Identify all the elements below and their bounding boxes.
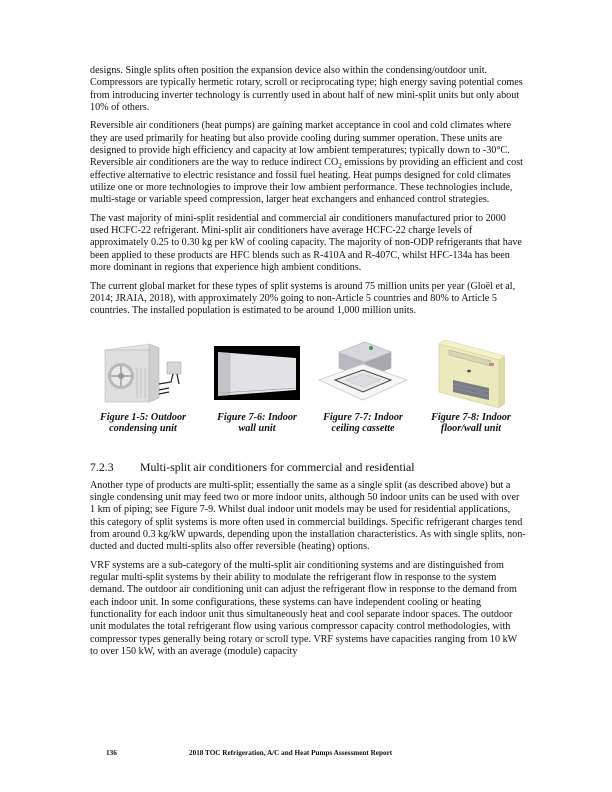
paragraph-multi-split: Another type of products are multi-split; essentially the same as a single split (as described above) but a single condensing unit may feed two or more indoor units, although 50 indoor units can be used with over 1 km of piping; see Figure 7-9. Whilst dual indoor unit models may be used for residential applications, this category of split systems is more often used in commercial buildings. Specific refrigerant charges tend from around 0.3 kg/kW upwards, depending upon the installation characteristics. As with single splits, non-ducted and ducted multi-splits also offer reversible (heating) options. [90, 479, 526, 553]
figure-caption: Figure 7-8: Indoor floor/wall unit [431, 411, 511, 435]
figure-outdoor-condensing-unit [88, 338, 198, 436]
section-heading [90, 460, 526, 474]
section-number: 7.2.3 [90, 459, 114, 474]
figure-indoor-floor-wall-unit [416, 338, 526, 436]
figure-caption: Figure 7-6: Indoor wall unit [217, 411, 297, 435]
section-title: Multi-split air conditioners for commercial and residential [140, 459, 415, 474]
paragraph-global-market: The current global market for these types of split systems is around 75 million units per year (Gloël et al, 2014; JRAIA, 2018), with approximately 20% going to non-Article 5 countries and 80% to Article 5 countries. The installed population is estimated to be around 1,000 million units. [90, 280, 516, 317]
outdoor-condensing-unit-image [99, 338, 187, 408]
indoor-ceiling-cassette-image [315, 338, 411, 408]
indoor-wall-unit-image [212, 338, 302, 408]
figure-caption: Figure 1-5: Outdoor condensing unit [99, 411, 187, 435]
page-number: 136 [106, 749, 117, 757]
page-body [90, 65, 526, 664]
figure-indoor-wall-unit [202, 338, 312, 436]
report-title: 2018 TOC Refrigeration, A/C and Heat Pumps Assessment Report [189, 749, 393, 757]
indoor-floor-wall-unit-image [431, 338, 511, 408]
paragraph-reversible-ac: Reversible air conditioners (heat pumps) are gaining market acceptance in cool and cold climates where they are used primarily for heating but also provide cooling during summer operation. These units are designed to provide high efficiency and capacity at low ambient temperatures; typically down to -30°C. Reversible air conditioners are the way to reduce indirect $CO_2$ emissions by providing an efficient and cost effective alternative to electric resistance and fossil fuel heating. Heat pumps designed for cold climates utilize one or more technologies to improve their low ambient performance. These technologies include, multi-stage or variable speed compression, larger heat exchangers and enhanced control strategies. [90, 120, 523, 206]
paragraph-refrigerants: The vast majority of mini-split residential and commercial air conditioners manufactured prior to 2000 used HCFC-22 refrigerant. Mini-split air conditioners have average HCFC-22 charge levels of approximately 0.25 to 0.30 kg per kW of cooling capacity. The majority of non-ODP refrigerants that have been applied to these products are HFC blends such as R-410A and R-407C, whilst HFC-134a has been more dominant in regions that experience high ambient conditions. [90, 212, 522, 274]
paragraph-split-designs: designs. Single splits often position the expansion device also within the condensing/outdoor unit. Compressors are typically hermetic rotary, scroll or reciprocating type; high energy saving potential comes from introducing inverter technology is currently used in about half of new mini-split units but only about 10% of others. [90, 65, 523, 114]
figure-indoor-ceiling-cassette [308, 338, 418, 436]
paragraph-vrf-systems: VRF systems are a sub-category of the multi-split air conditioning systems and are distinguished from regular multi-split systems by their ability to modulate the refrigerant flow in response to the system demand. The outdoor air conditioning unit can adjust the refrigerant flow in response to the demand from each indoor unit. In some configurations, these systems can have independent cooling or heating functionality for each indoor unit thus simultaneously heat and cool separate indoor spaces. The outdoor unit modulates the total refrigerant flow using various compressor capacity control methodologies, with compressor types generally being rotary or scroll type. VRF systems have capacities ranging from 10 kW to over 150 kW, with an average (module) capacity [90, 559, 518, 657]
figure-row [90, 338, 526, 460]
figure-caption: Figure 7-7: Indoor ceiling cassette [323, 411, 403, 435]
